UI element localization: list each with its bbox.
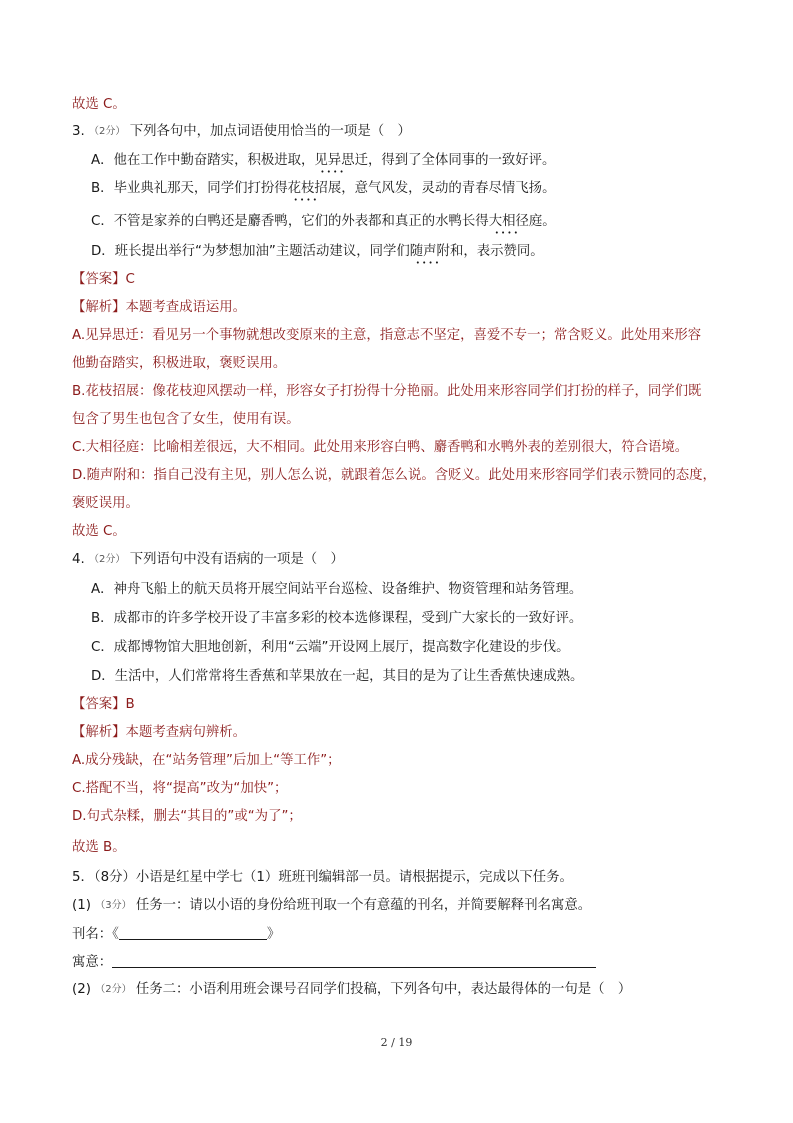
question-number: 3. bbox=[72, 124, 85, 139]
option-text: C．不管是家养的白鸭还是麝香鸭，它们的外表都和真正的水鸭长得 bbox=[91, 214, 489, 229]
subquestion-number: (2) bbox=[72, 982, 91, 997]
dotted-term: 花枝招展 • • • • bbox=[288, 181, 342, 196]
option-text: A．他在工作中勤奋踏实，积极进取， bbox=[91, 153, 315, 168]
q4-option-c: C．成都博物馆大胆地创新，利用“云端”开设网上展厅，提高数字化建设的步伐。 bbox=[91, 640, 570, 655]
title-blank[interactable] bbox=[119, 925, 267, 940]
q3-option-b bbox=[91, 179, 555, 199]
dotted-term: 随声附和 • • • • bbox=[410, 244, 464, 259]
dotted-term: 见异思迁 • • • • bbox=[314, 153, 368, 168]
title-label: 刊名：《 bbox=[72, 927, 119, 942]
q3-analysis-title: 【解析】本题考查成语运用。 bbox=[72, 300, 247, 315]
q3-option-a bbox=[91, 151, 555, 171]
title-answer-line bbox=[72, 925, 280, 945]
q3-analysis-d-cont: 褒贬误用。 bbox=[72, 496, 139, 511]
question-3-stem bbox=[72, 122, 411, 142]
option-text: B．毕业典礼那天，同学们打扮得 bbox=[91, 181, 288, 196]
q4-conclusion: 故选 B。 bbox=[72, 840, 126, 855]
q4-option-b: B．成都市的许多学校开设了丰富多彩的校本选修课程，受到广大家长的一致好评。 bbox=[91, 611, 583, 626]
q4-option-d: D．生活中，人们常常将生香蕉和苹果放在一起，其目的是为了让生香蕉快速成熟。 bbox=[91, 669, 584, 684]
option-text: 。 bbox=[542, 214, 556, 229]
subquestion-text: 任务一：请以小语的身份给班刊取一个有意蕴的刊名，并简要解释刊名寓意。 bbox=[135, 898, 592, 913]
conclusion-prev: 故选 C。 bbox=[72, 97, 126, 112]
q5-task-1 bbox=[72, 896, 591, 916]
q3-analysis-c: C.大相径庭：比喻相差很远，大不相同。此处用来形容白鸭、麝香鸭和水鸭外表的差别很大，符合语境。 bbox=[72, 440, 689, 455]
dotted-term: 大相径庭 • • • • bbox=[489, 214, 543, 229]
q3-option-d bbox=[91, 242, 544, 262]
option-text: ，表示赞同。 bbox=[463, 244, 544, 259]
question-text: 下列各句中，加点词语使用恰当的一项是（ ） bbox=[129, 124, 411, 139]
option-text: ，意气风发，灵动的青春尽情飞扬。 bbox=[341, 181, 556, 196]
subquestion-score: （3分） bbox=[95, 900, 132, 911]
question-text: 下列语句中没有语病的一项是（ ） bbox=[129, 552, 344, 567]
q3-analysis-a-cont: 他勤奋踏实，积极进取，褒贬误用。 bbox=[72, 356, 287, 371]
q3-analysis-b-cont: 包含了男生也包含了女生，使用有误。 bbox=[72, 412, 300, 427]
subquestion-number: (1) bbox=[72, 898, 91, 913]
q3-analysis-a: A.见异思迁：看见另一个事物就想改变原来的主意，指意志不坚定，喜爱不专一；常含贬义。此处用来形容 bbox=[72, 328, 702, 343]
page-number: 2 / 19 bbox=[380, 1036, 413, 1049]
meaning-blank[interactable] bbox=[112, 953, 596, 968]
option-text: D．班长提出举行“为梦想加油”主题活动建议，同学们 bbox=[91, 244, 410, 259]
q4-option-a: A．神舟飞船上的航天员将开展空间站平台巡检、设备维护、物资管理和站务管理。 bbox=[91, 582, 583, 597]
question-score: （2分） bbox=[89, 126, 126, 137]
question-number: 4. bbox=[72, 552, 85, 567]
question-score: （2分） bbox=[89, 554, 126, 565]
q3-analysis-d: D.随声附和：指自己没有主见，别人怎么说，就跟着怎么说。含贬义。此处用来形容同学们表示赞同的态度， bbox=[72, 468, 716, 483]
q4-analysis-d: D.句式杂糅，删去“其目的”或“为了”； bbox=[72, 809, 302, 824]
meaning-answer-line bbox=[72, 953, 596, 973]
option-text: ，得到了全体同事的一致好评。 bbox=[367, 153, 556, 168]
title-close: 》 bbox=[266, 927, 281, 942]
q4-answer: 【答案】B bbox=[72, 697, 135, 712]
subquestion-score: （2分） bbox=[95, 984, 132, 995]
q4-analysis-a: A.成分残缺，在“站务管理”后加上“等工作”； bbox=[72, 753, 341, 768]
q3-answer: 【答案】C bbox=[72, 272, 135, 287]
q3-option-c bbox=[91, 212, 556, 232]
q5-task-2 bbox=[72, 980, 631, 1000]
question-5-stem: 5．（8分）小语是红星中学七（1）班班刊编辑部一员。请根据提示，完成以下任务。 bbox=[72, 870, 573, 885]
meaning-label: 寓意： bbox=[72, 955, 113, 970]
question-4-stem bbox=[72, 550, 344, 570]
q4-analysis-title: 【解析】本题考查病句辨析。 bbox=[72, 725, 247, 740]
q4-analysis-c: C.搭配不当，将“提高”改为“加快”； bbox=[72, 781, 288, 796]
q3-analysis-b: B.花枝招展：像花枝迎风摆动一样，形容女子打扮得十分艳丽。此处用来形容同学们打扮的样子，同学们既 bbox=[72, 384, 702, 399]
subquestion-text: 任务二：小语利用班会课号召同学们投稿，下列各句中，表达最得体的一句是（ ） bbox=[135, 982, 632, 997]
q3-conclusion: 故选 C。 bbox=[72, 524, 126, 539]
